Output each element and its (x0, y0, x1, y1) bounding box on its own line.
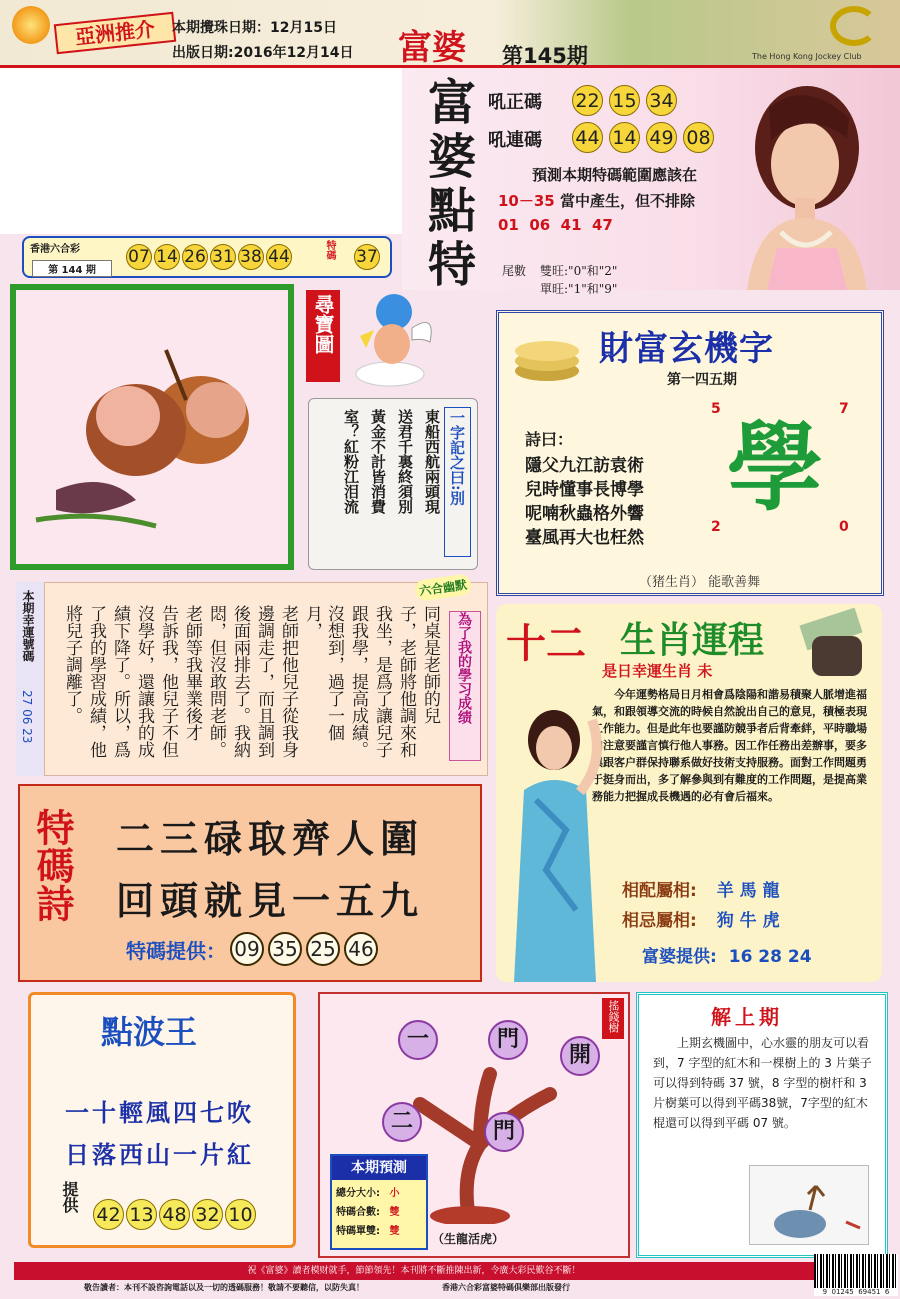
dianbo-numbers (93, 1199, 256, 1230)
logo-text: 亞洲推介 (54, 12, 176, 54)
solution-title: 解上期 (711, 1005, 783, 1029)
zheng-numbers (572, 85, 677, 116)
lucky-numbers-strip (16, 582, 44, 776)
lucky-numbers: 27 06 23 (20, 690, 34, 744)
story-panel (44, 577, 488, 776)
zheng-label: 吼正碼 (488, 92, 542, 113)
corner-digit-bl: 2 (711, 519, 721, 535)
forecast-row-label: 特碼合數: (336, 1207, 380, 1218)
number-ball: 14 (154, 244, 180, 270)
story-column: 我坐，是爲了讓兒子 (372, 605, 392, 758)
story-side-title (449, 611, 481, 761)
story-column: 老師等我畢業後才 (182, 605, 202, 741)
number-ball: 09 (230, 932, 264, 966)
teaser-char: 點 (427, 183, 476, 239)
forecast-row (332, 1180, 426, 1199)
forecast-row-label: 總分大小: (336, 1188, 380, 1199)
tree-corner-text: 搖錢樹 (607, 1000, 620, 1033)
story-column: 悶，但沒敢問老師。 (206, 605, 226, 758)
blank-panel (0, 68, 402, 234)
forecast-row (332, 1218, 426, 1237)
riddle-scroll (308, 398, 478, 570)
story-column: 同桌是老師的兒 (420, 605, 440, 724)
match-row (622, 876, 780, 901)
teaser-char: 婆 (427, 129, 476, 185)
header-bar (0, 0, 900, 68)
treasure-image-frame (10, 284, 294, 570)
wealth-footer: （猪生肖） 能歌善舞 (639, 575, 761, 590)
zodiac-provide-row (642, 942, 812, 967)
last-result-issue: 第 144 期 (32, 260, 112, 277)
number-ball: 49 (646, 122, 677, 153)
dianbo-provide-label-text: 提供 (60, 1181, 79, 1213)
treasure-title (306, 290, 340, 382)
forecast-row (332, 1199, 426, 1218)
number-ball: 22 (572, 85, 603, 116)
zodiac-body: 今年運勢格局日月相會爲陰陽和諧易積聚人脈增進福氣，和跟領導交流的時候自然說出自己的意見，積極表現工作能力。但是此年也要謹防競爭者后背牽絆，平時職場内注意要謹言慎行他人事務。因工作任務出差辦事，要多與跟客户群保持聯系做好技術支持服務。面對工作問題勇于挺身而出，多了解參與到有難度的工作問題，是提高業務能力把握成長機遇的必有會后福來。 (592, 688, 867, 803)
footer-publisher: 香港六合彩富婆特碼俱樂部出版發行 (442, 1283, 570, 1292)
teaser-title-vertical (422, 76, 482, 292)
special-number-ball: 37 (354, 244, 380, 270)
tree-node: 門 (488, 1020, 528, 1060)
publish-date: 出版日期:2016年12月14日 (172, 45, 354, 61)
range-text-2: 當中產生，但不排除 (559, 192, 695, 210)
lian-label: 吼連碼 (488, 130, 542, 151)
barcode-image (814, 1254, 898, 1288)
number-ball: 14 (609, 122, 640, 153)
lian-numbers (572, 122, 714, 153)
zodiac-panel (496, 604, 882, 982)
scroll-line: 黃金不計皆消費 (369, 409, 387, 514)
coins-icon (507, 327, 591, 387)
range-numbers: 10－35 (498, 192, 555, 210)
tail-label: 尾數 (502, 264, 527, 278)
special-poem-provide-label: 特碼提供： (126, 938, 226, 963)
special-poem-line1: 二三碌取齊人圍 (116, 816, 425, 861)
last-result-label: 香港六合彩 (30, 244, 80, 255)
dianbo-line2: 日落西山一片紅 (65, 1141, 254, 1169)
number-ball: 31 (210, 244, 236, 270)
poem-line: 隱父九江訪袁術 (525, 456, 644, 476)
lucky-label: 本期幸運號碼 (21, 590, 35, 662)
dianbo-line1: 一十輕風四七吹 (65, 1099, 254, 1127)
story-column: 績下降了。所以，爲 (110, 605, 130, 758)
story-column: 沒想到，過了一個月， (302, 605, 344, 741)
teaser-char: 特 (427, 237, 476, 293)
story-column: 後面兩排去了。我納 (230, 605, 250, 758)
poem-label: 詩曰： (525, 430, 574, 449)
number-ball: 42 (93, 1199, 124, 1230)
number-ball: 15 (609, 85, 640, 116)
avoid-row (622, 906, 780, 931)
story-column: 了我的學習成績，他 (86, 605, 106, 758)
scroll-line: 東船西航兩頭現 (423, 409, 441, 514)
story-column: 老師把他兒子從我身 (278, 605, 298, 758)
avoid-label: 相忌屬相: (622, 911, 697, 931)
special-poem-provide (126, 932, 378, 966)
tree-node: 二 (382, 1102, 422, 1142)
number-ball: 34 (646, 85, 677, 116)
corner-digit-tr: 7 (839, 401, 849, 417)
poem-line: 臺風再大也枉然 (525, 528, 644, 548)
forecast-row-value: 雙 (389, 1207, 400, 1218)
story-column: 將兒子調離了。 (62, 605, 82, 724)
number-ball: 44 (266, 244, 292, 270)
number-ball: 08 (683, 122, 714, 153)
barcode-digits: 9 01245 69451 6 (814, 1288, 898, 1296)
special-poem-line2: 回頭就見一五九 (116, 878, 425, 923)
wealth-issue: 第一四五期 (667, 372, 737, 388)
match-label: 相配屬相: (622, 881, 697, 901)
big-character: 學 (727, 411, 823, 524)
teaser-char: 富 (427, 75, 476, 131)
story-column: 邊調走了，而且調到 (254, 605, 274, 758)
number-ball: 13 (126, 1199, 157, 1230)
match-value: 羊 馬 龍 (716, 881, 780, 901)
story-side-title-text: 為了我的學习成绩 (456, 612, 472, 724)
zodiac-model-image (496, 700, 614, 982)
draw-date: 本期攪珠日期：12月15日 (172, 20, 337, 36)
page-title: 富婆 (398, 28, 466, 68)
scroll-title: 一字記之曰:別 (444, 407, 471, 557)
footer-notice: 敬告讀者：本刊不設咨詢電話以及一切的透碼服務！敬請不要聽信，以防失真！ (84, 1283, 364, 1292)
zodiac-title-b: 生肖運程 (620, 620, 765, 661)
story-column: 跟我學，提高成績。 (348, 605, 368, 758)
story-column: 沒學好，還讓我的成 (134, 605, 154, 758)
forecast-row-value: 小 (389, 1188, 400, 1199)
model-portrait-image (707, 68, 900, 290)
zodiac-provide-label: 富婆提供: (642, 947, 717, 967)
corner-digit-tl: 5 (711, 401, 721, 417)
tail-single: 單旺:"1"和"9" (540, 282, 618, 296)
wealth-panel (496, 310, 884, 596)
zodiac-subtitle: 是日幸運生肖 未 (602, 662, 713, 680)
story-column: 子，老師將他調來和 (396, 605, 416, 758)
money-tree-panel (318, 992, 630, 1258)
jockey-club-logo-icon (830, 6, 878, 46)
avoid-value: 狗 牛 虎 (716, 911, 780, 931)
number-ball: 48 (159, 1199, 190, 1230)
solution-sketch-image (749, 1165, 869, 1245)
tree-caption: （生龍活虎） (432, 1232, 505, 1246)
solution-panel (636, 992, 888, 1258)
number-ball: 38 (238, 244, 264, 270)
number-ball: 25 (306, 932, 340, 966)
special-poem-panel (18, 784, 482, 982)
scroll-line: 室？紅粉江泪流 (342, 409, 360, 514)
number-ball: 46 (344, 932, 378, 966)
scroll-line: 送君千裏終須別 (396, 409, 414, 514)
treasure-title-text: 尋寶圖 (311, 294, 335, 354)
money-fist-icon (796, 606, 876, 686)
story-column: 告訴我，他兒子不但 (158, 605, 178, 758)
forecast-title: 本期預測 (332, 1156, 426, 1180)
special-poem-label (28, 808, 74, 933)
dianbo-provide-label (59, 1181, 79, 1218)
poem-line: 兒時懂事長博學 (525, 480, 644, 500)
teaser-panel (402, 68, 900, 296)
number-ball: 07 (126, 244, 152, 270)
number-ball: 32 (192, 1199, 223, 1230)
special-poem-label-text: 特碼詩 (30, 808, 74, 922)
logo-icon (12, 6, 50, 44)
poem-line: 呢喃秋蟲格外響 (525, 504, 644, 524)
number-ball: 26 (182, 244, 208, 270)
zodiac-provide-value: 16 28 24 (728, 947, 812, 967)
last-result-numbers (126, 244, 292, 270)
story-columns (61, 605, 441, 773)
tree-corner-label (602, 998, 624, 1039)
wealth-title: 財富玄機字 (599, 329, 774, 369)
tail-double: 雙旺:"0"和"2" (540, 264, 618, 278)
dianbo-panel (28, 992, 296, 1248)
forecast-box (330, 1154, 428, 1250)
dianbo-title: 點波王 (101, 1013, 198, 1051)
story-badge: 六合幽默 (414, 573, 472, 602)
forecast-row-label: 特碼單雙: (336, 1226, 380, 1237)
cupid-icon (350, 282, 440, 392)
tree-node: 一 (398, 1020, 438, 1060)
footer-banner: 祝《富婆》讀者模财就手，節節領先！本刊將不斷推陳出新，令廣大彩民歎谷不斷！ (14, 1262, 814, 1280)
jockey-club-name: The Hong Kong Jockey Club (752, 52, 862, 61)
fruit-illustration (16, 290, 288, 564)
number-ball: 10 (225, 1199, 256, 1230)
special-label: 特碼 (324, 240, 335, 260)
number-ball: 44 (572, 122, 603, 153)
corner-digit-br: 0 (839, 519, 849, 535)
tree-node: 門 (484, 1112, 524, 1152)
tree-node: 開 (560, 1036, 600, 1076)
issue-number: 第145期 (502, 44, 588, 68)
range-text: 預測本期特碼範圍應該在 (532, 166, 698, 184)
zodiac-title-a: 十二 (506, 621, 586, 667)
solution-text: 上期玄機圖中，心水靈的朋友可以看到，7 字型的紅木和一棵樹上的 3 片葉子可以得到特碼 37 號，8 字型的樹杆和 3 片樹葉可以得到平碼38號，7字型的紅木棍還可以得到平碼 07 號。 (653, 1036, 872, 1130)
forecast-row-value: 雙 (389, 1226, 400, 1237)
last-result-bar (22, 236, 392, 278)
number-ball: 35 (268, 932, 302, 966)
range-line (498, 190, 695, 211)
extra-numbers: 01 06 41 47 (498, 216, 613, 234)
scroll-lines (341, 409, 443, 559)
